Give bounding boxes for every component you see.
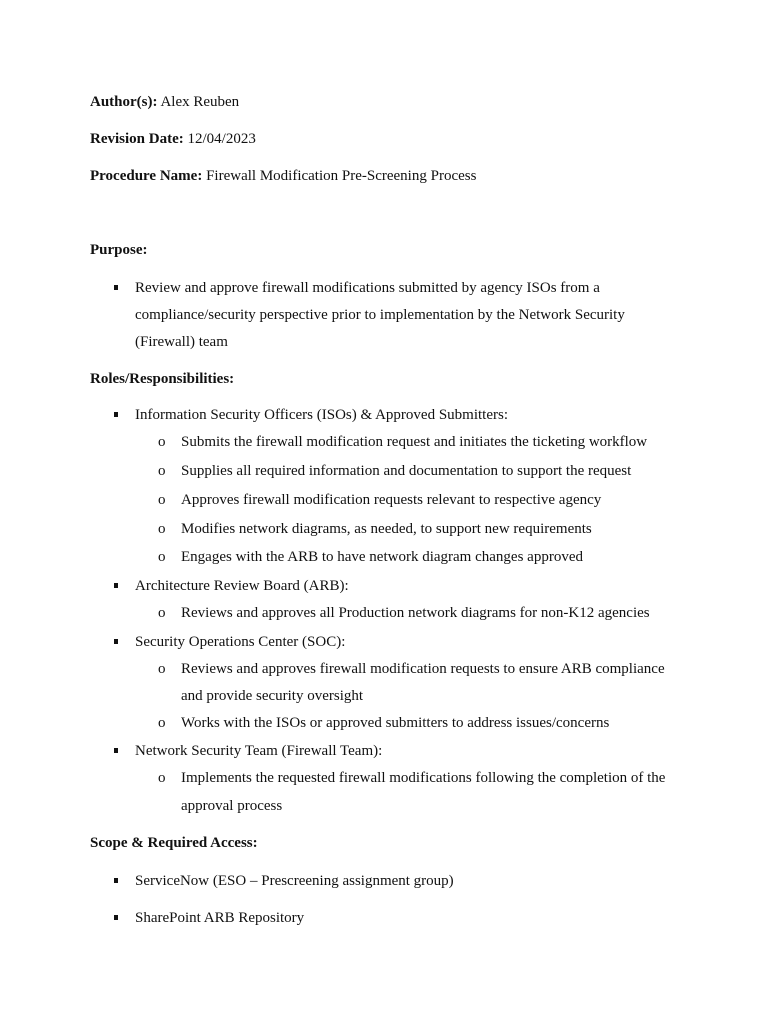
square-bullet-icon: [114, 285, 118, 290]
revision-date-field: [90, 130, 256, 148]
role-isos-duty-4: Modifies network diagrams, as needed, to support new requirements: [181, 521, 592, 537]
author-label: Author(s):: [90, 94, 158, 110]
roles-heading: Roles/Responsibilities:: [90, 371, 235, 387]
purpose-line-2: compliance/security perspective prior to implementation by the Network Security: [135, 307, 625, 323]
circle-bullet-icon: o: [158, 549, 166, 565]
square-bullet-icon: [114, 915, 118, 920]
role-label-arb: Architecture Review Board (ARB):: [135, 578, 349, 594]
circle-bullet-icon: o: [158, 463, 166, 479]
circle-bullet-icon: o: [158, 770, 166, 786]
role-isos-duty-2: Supplies all required information and documentation to support the request: [181, 463, 632, 479]
purpose-heading: Purpose:: [90, 242, 148, 258]
role-soc-duty-2: Works with the ISOs or approved submitters to address issues/concerns: [181, 715, 610, 731]
role-label-soc: Security Operations Center (SOC):: [135, 634, 346, 650]
procedure-name-label: Procedure Name:: [90, 168, 203, 184]
circle-bullet-icon: o: [158, 521, 166, 537]
author-value: Alex Reuben: [160, 94, 240, 110]
circle-bullet-icon: o: [158, 661, 166, 677]
circle-bullet-icon: o: [158, 492, 166, 508]
circle-bullet-icon: o: [158, 605, 166, 621]
square-bullet-icon: [114, 878, 118, 883]
scope-item-servicenow: ServiceNow (ESO – Prescreening assignment group): [135, 873, 454, 889]
scope-item-sharepoint: SharePoint ARB Repository: [135, 910, 305, 926]
author-field: [90, 93, 239, 111]
procedure-name-field: [90, 167, 476, 185]
procedure-name-value: Firewall Modification Pre-Screening Process: [206, 168, 477, 184]
role-label-firewall-team: Network Security Team (Firewall Team):: [135, 743, 383, 759]
purpose-line-1: Review and approve firewall modifications submitted by agency ISOs from a: [135, 280, 600, 296]
purpose-line-3: (Firewall) team: [135, 334, 228, 350]
role-firewall-team-duty-1: Implements the requested firewall modifications following the completion of the: [181, 770, 666, 786]
square-bullet-icon: [114, 412, 118, 417]
circle-bullet-icon: o: [158, 434, 166, 450]
revision-date-label: Revision Date:: [90, 131, 184, 147]
scope-heading: Scope & Required Access:: [90, 835, 258, 851]
square-bullet-icon: [114, 583, 118, 588]
square-bullet-icon: [114, 639, 118, 644]
role-arb-duty-1: Reviews and approves all Production network diagrams for non-K12 agencies: [181, 605, 650, 621]
role-label-isos: Information Security Officers (ISOs) & Approved Submitters:: [135, 407, 508, 423]
square-bullet-icon: [114, 748, 118, 753]
revision-date-value: 12/04/2023: [187, 131, 256, 147]
role-soc-duty-1: Reviews and approves firewall modification requests to ensure ARB compliance: [181, 661, 665, 677]
role-isos-duty-1: Submits the firewall modification request and initiates the ticketing workflow: [181, 434, 648, 450]
role-soc-duty-1-cont: and provide security oversight: [181, 688, 364, 704]
role-firewall-team-duty-1-cont: approval process: [181, 798, 283, 814]
circle-bullet-icon: o: [158, 715, 166, 731]
role-isos-duty-3: Approves firewall modification requests relevant to respective agency: [181, 492, 602, 508]
role-isos-duty-5: Engages with the ARB to have network diagram changes approved: [181, 549, 583, 565]
